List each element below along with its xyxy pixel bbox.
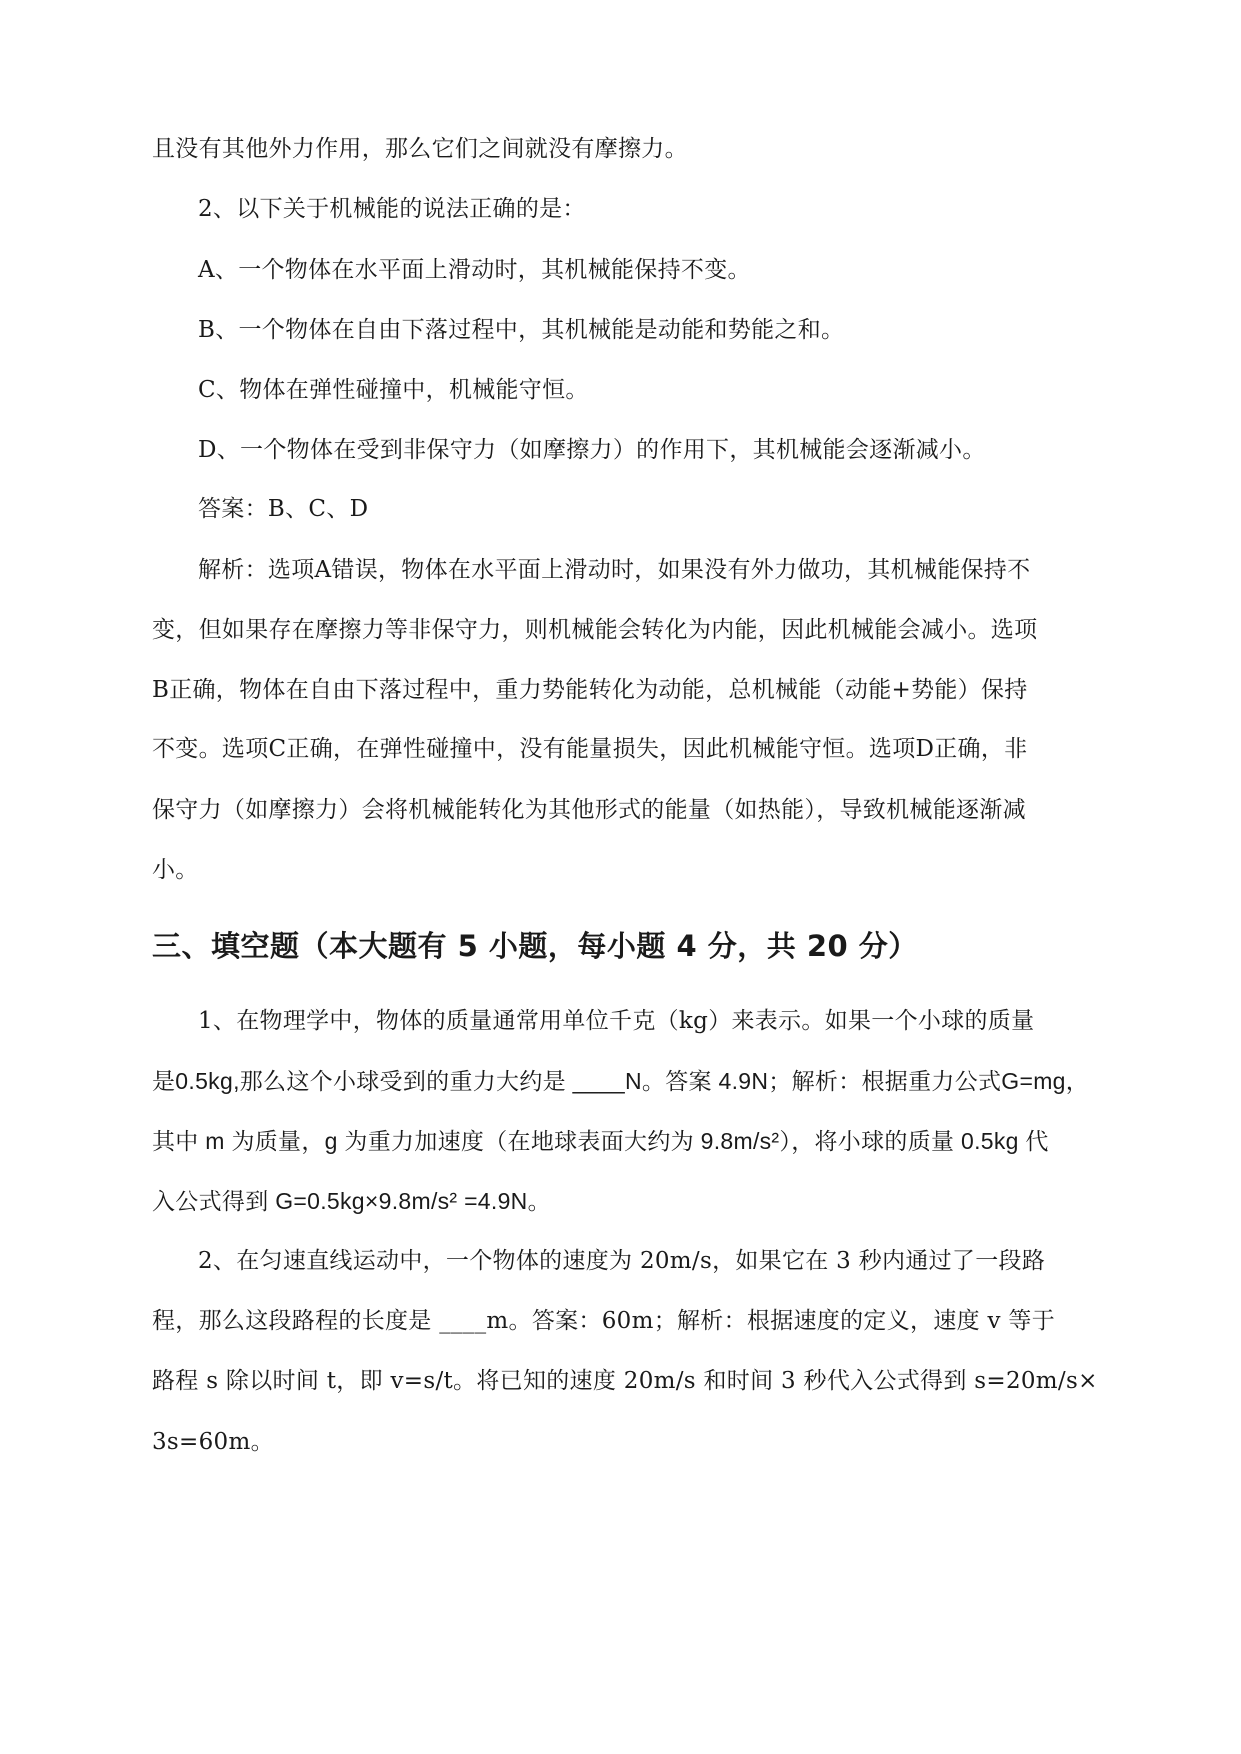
- option-d: D、一个物体在受到非保守力（如摩擦力）的作用下，其机械能会逐渐减小。: [198, 437, 986, 463]
- fill-question-line: 程，那么这段路程的长度是 ____m。答案：60m；解析：根据速度的定义，速度 v 等于: [152, 1308, 1056, 1334]
- analysis-line: 变，但如果存在摩擦力等非保守力，则机械能会转化为内能，因此机械能会减小。选项: [152, 617, 1038, 643]
- analysis-line: B正确，物体在自由下落过程中，重力势能转化为动能，总机械能（动能+势能）保持: [152, 677, 1028, 703]
- paragraph-line: 且没有其他外力作用，那么它们之间就没有摩擦力。: [152, 136, 688, 162]
- fill-question-line: 其中 m 为质量，g 为重力加速度（在地球表面大约为 9.8m/s²），将小球的质量 0.5kg 代: [152, 1128, 1049, 1154]
- analysis-line: 解析：选项A错误，物体在水平面上滑动时，如果没有外力做功，其机械能保持不: [198, 557, 1031, 583]
- fill-question-line: 3s=60m。: [152, 1429, 274, 1455]
- fill-question-line: 1、在物理学中，物体的质量通常用单位千克（kg）来表示。如果一个小球的质量: [198, 1008, 1035, 1034]
- analysis-line: 保守力（如摩擦力）会将机械能转化为其他形式的能量（如热能），导致机械能逐渐减: [152, 797, 1026, 823]
- section-heading: 三、填空题（本大题有 5 小题，每小题 4 分，共 20 分）: [152, 929, 918, 963]
- option-c: C、物体在弹性碰撞中，机械能守恒。: [198, 377, 589, 403]
- option-a: A、一个物体在水平面上滑动时，其机械能保持不变。: [198, 257, 751, 283]
- fill-question-line: 2、在匀速直线运动中，一个物体的速度为 20m/s，如果它在 3 秒内通过了一段路: [198, 1248, 1046, 1274]
- fill-question-line: 是0.5kg,那么这个小球受到的重力大约是 ____N。答案 4.9N；解析：根据重力公式G=mg，: [152, 1068, 1090, 1094]
- question-stem: 2、以下关于机械能的说法正确的是：: [198, 196, 586, 222]
- fill-question-line: 入公式得到 G=0.5kg×9.8m/s² =4.9N。: [152, 1188, 551, 1214]
- fill-question-line: 路程 s 除以时间 t，即 v=s/t。将已知的速度 20m/s 和时间 3 秒代入公式得到 s=20m/s×: [152, 1368, 1098, 1394]
- option-b: B、一个物体在自由下落过程中，其机械能是动能和势能之和。: [198, 317, 845, 343]
- analysis-line: 小。: [152, 857, 199, 883]
- analysis-line: 不变。选项C正确，在弹性碰撞中，没有能量损失，因此机械能守恒。选项D正确，非: [152, 736, 1028, 762]
- answer-line: 答案：B、C、D: [198, 496, 369, 522]
